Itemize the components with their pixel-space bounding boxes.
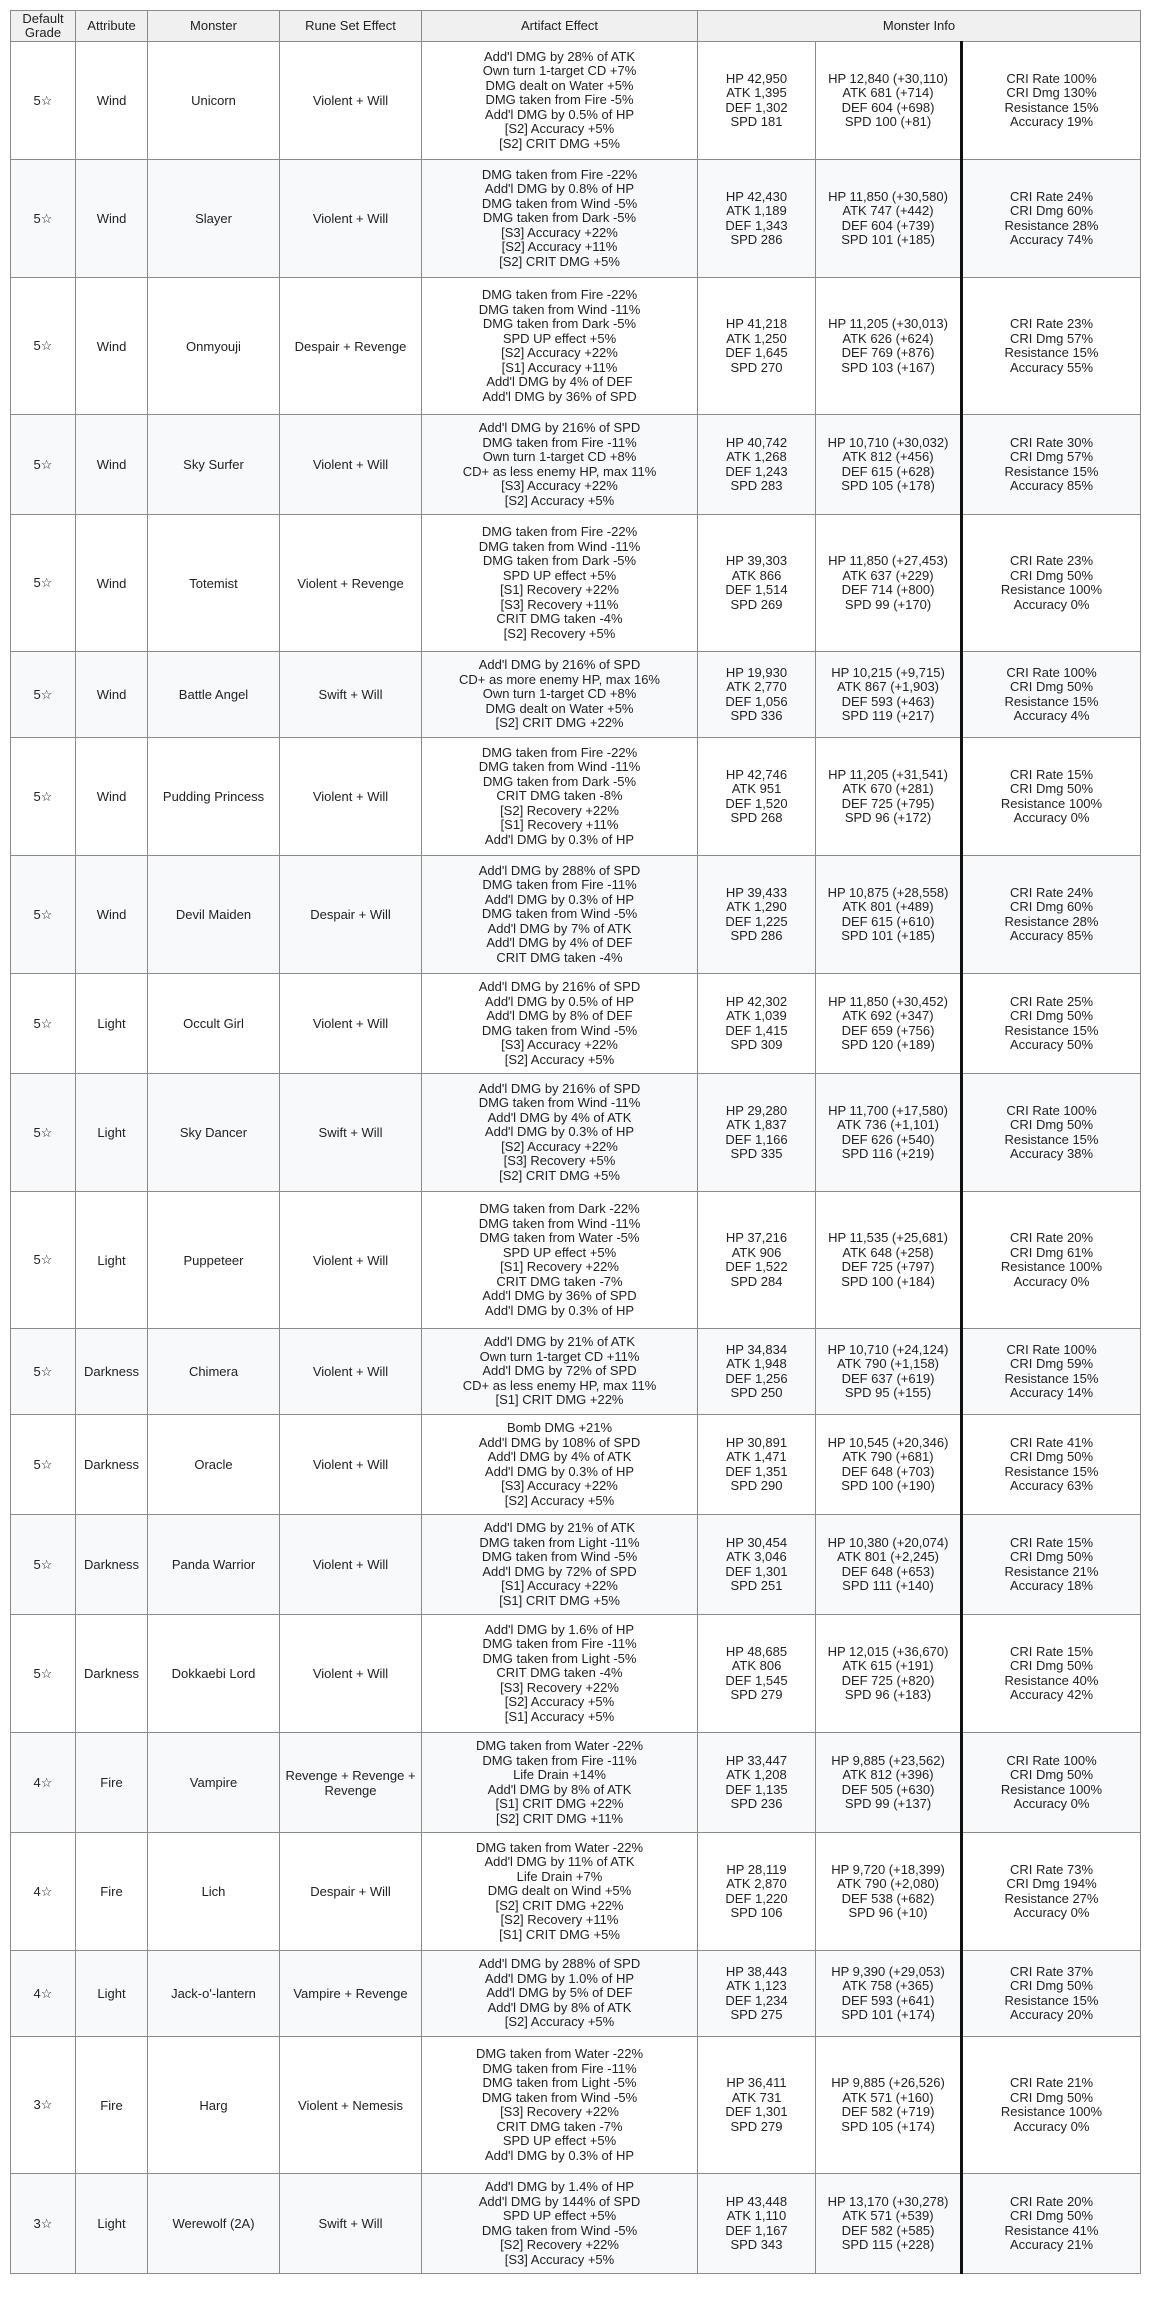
artifact-effect-cell: DMG taken from Water -22% DMG taken from Fire -11% Life Drain +14% Add'l DMG by 8% of ATK [S1] CRIT DMG +22% [S2] CRIT DMG +11% [422, 1733, 698, 1833]
monster-name-cell: Vampire [148, 1733, 280, 1833]
grade-cell: 5☆ [11, 738, 76, 856]
secondary-stats-cell: CRI Rate 73% CRI Dmg 194% Resistance 27% Accuracy 0% [962, 1833, 1141, 1951]
artifact-effect-cell: Add'l DMG by 21% of ATK DMG taken from Light -11% DMG taken from Wind -5% Add'l DMG by 72% of SPD [S1] Accuracy +22% [S1] CRIT DMG +5% [422, 1515, 698, 1615]
attribute-cell: Wind [76, 160, 148, 278]
secondary-stats-cell: CRI Rate 23% CRI Dmg 50% Resistance 100% Accuracy 0% [962, 515, 1141, 652]
rune-set-cell: Violent + Will [280, 160, 422, 278]
total-stats-cell: HP 43,448 ATK 1,110 DEF 1,167 SPD 343 [698, 2174, 816, 2274]
base-stats-cell: HP 11,205 (+31,541) ATK 670 (+281) DEF 725 (+795) SPD 96 (+172) [816, 738, 962, 856]
total-stats-cell: HP 29,280 ATK 1,837 DEF 1,166 SPD 335 [698, 1074, 816, 1192]
grade-cell: 5☆ [11, 1192, 76, 1329]
artifact-effect-cell: DMG taken from Water -22% DMG taken from Fire -11% DMG taken from Light -5% DMG taken from Wind -5% [S3] Recovery +22% CRIT DMG taken -7% SPD UP effect +5% Add'l DMG by 0.3% of HP [422, 2037, 698, 2174]
rune-set-cell: Violent + Will [280, 415, 422, 515]
artifact-effect-cell: Add'l DMG by 216% of SPD DMG taken from Wind -11% Add'l DMG by 4% of ATK Add'l DMG by 0.3% of HP [S2] Accuracy +22% [S3] Recovery +5% [S2] CRIT DMG +5% [422, 1074, 698, 1192]
monster-name-cell: Onmyouji [148, 278, 280, 415]
secondary-stats-cell: CRI Rate 25% CRI Dmg 50% Resistance 15% Accuracy 50% [962, 974, 1141, 1074]
monster-name-cell: Pudding Princess [148, 738, 280, 856]
rune-set-cell: Violent + Revenge [280, 515, 422, 652]
monster-name-cell: Slayer [148, 160, 280, 278]
grade-cell: 4☆ [11, 1833, 76, 1951]
grade-cell: 5☆ [11, 42, 76, 160]
artifact-effect-cell: Add'l DMG by 216% of SPD DMG taken from Fire -11% Own turn 1-target CD +8% CD+ as less enemy HP, max 11% [S3] Accuracy +22% [S2] Accuracy +5% [422, 415, 698, 515]
artifact-effect-cell: Add'l DMG by 21% of ATK Own turn 1-target CD +11% Add'l DMG by 72% of SPD CD+ as less enemy HP, max 11% [S1] CRIT DMG +22% [422, 1329, 698, 1415]
rune-set-cell: Violent + Will [280, 1192, 422, 1329]
grade-cell: 5☆ [11, 1615, 76, 1733]
monster-name-cell: Harg [148, 2037, 280, 2174]
artifact-effect-cell: DMG taken from Dark -22% DMG taken from Wind -11% DMG taken from Water -5% SPD UP effect +5% [S1] Recovery +22% CRIT DMG taken -7% Add'l DMG by 36% of SPD Add'l DMG by 0.3% of HP [422, 1192, 698, 1329]
table-row [11, 738, 1141, 856]
table-row [11, 42, 1141, 160]
attribute-cell: Wind [76, 856, 148, 974]
total-stats-cell: HP 48,685 ATK 806 DEF 1,545 SPD 279 [698, 1615, 816, 1733]
secondary-stats-cell: CRI Rate 20% CRI Dmg 50% Resistance 41% Accuracy 21% [962, 2174, 1141, 2274]
total-stats-cell: HP 28,119 ATK 2,870 DEF 1,220 SPD 106 [698, 1833, 816, 1951]
attribute-cell: Wind [76, 278, 148, 415]
monster-name-cell: Battle Angel [148, 652, 280, 738]
rune-set-cell: Despair + Revenge [280, 278, 422, 415]
base-stats-cell: HP 10,875 (+28,558) ATK 801 (+489) DEF 615 (+610) SPD 101 (+185) [816, 856, 962, 974]
attribute-cell: Fire [76, 1733, 148, 1833]
header-artifact-effect: Artifact Effect [422, 11, 698, 42]
table-row [11, 1833, 1141, 1951]
attribute-cell: Wind [76, 652, 148, 738]
table-row [11, 974, 1141, 1074]
artifact-effect-cell: Add'l DMG by 216% of SPD CD+ as more enemy HP, max 16% Own turn 1-target CD +8% DMG dealt on Water +5% [S2] CRIT DMG +22% [422, 652, 698, 738]
base-stats-cell: HP 9,885 (+23,562) ATK 812 (+396) DEF 505 (+630) SPD 99 (+137) [816, 1733, 962, 1833]
table-row [11, 1733, 1141, 1833]
grade-cell: 5☆ [11, 1415, 76, 1515]
base-stats-cell: HP 11,850 (+30,580) ATK 747 (+442) DEF 604 (+739) SPD 101 (+185) [816, 160, 962, 278]
rune-set-cell: Violent + Will [280, 974, 422, 1074]
base-stats-cell: HP 10,710 (+30,032) ATK 812 (+456) DEF 615 (+628) SPD 105 (+178) [816, 415, 962, 515]
artifact-effect-cell: DMG taken from Fire -22% DMG taken from Wind -11% DMG taken from Dark -5% SPD UP effect +5% [S2] Accuracy +22% [S1] Accuracy +11% Add'l DMG by 4% of DEF Add'l DMG by 36% of SPD [422, 278, 698, 415]
grade-cell: 4☆ [11, 1951, 76, 2037]
attribute-cell: Wind [76, 738, 148, 856]
table-row [11, 415, 1141, 515]
grade-cell: 5☆ [11, 1329, 76, 1415]
monster-name-cell: Devil Maiden [148, 856, 280, 974]
grade-cell: 5☆ [11, 515, 76, 652]
rune-set-cell: Despair + Will [280, 856, 422, 974]
table-row [11, 2174, 1141, 2274]
secondary-stats-cell: CRI Rate 100% CRI Dmg 59% Resistance 15% Accuracy 14% [962, 1329, 1141, 1415]
table-row [11, 1415, 1141, 1515]
total-stats-cell: HP 41,218 ATK 1,250 DEF 1,645 SPD 270 [698, 278, 816, 415]
header-default-grade: Default Grade [11, 11, 76, 42]
total-stats-cell: HP 42,950 ATK 1,395 DEF 1,302 SPD 181 [698, 42, 816, 160]
base-stats-cell: HP 13,170 (+30,278) ATK 571 (+539) DEF 582 (+585) SPD 115 (+228) [816, 2174, 962, 2274]
grade-cell: 5☆ [11, 278, 76, 415]
table-row [11, 515, 1141, 652]
secondary-stats-cell: CRI Rate 23% CRI Dmg 57% Resistance 15% Accuracy 55% [962, 278, 1141, 415]
total-stats-cell: HP 37,216 ATK 906 DEF 1,522 SPD 284 [698, 1192, 816, 1329]
base-stats-cell: HP 11,850 (+27,453) ATK 637 (+229) DEF 714 (+800) SPD 99 (+170) [816, 515, 962, 652]
header-monster: Monster [148, 11, 280, 42]
base-stats-cell: HP 10,380 (+20,074) ATK 801 (+2,245) DEF 648 (+653) SPD 111 (+140) [816, 1515, 962, 1615]
monster-name-cell: Sky Surfer [148, 415, 280, 515]
table-row [11, 1074, 1141, 1192]
total-stats-cell: HP 42,430 ATK 1,189 DEF 1,343 SPD 286 [698, 160, 816, 278]
secondary-stats-cell: CRI Rate 24% CRI Dmg 60% Resistance 28% Accuracy 85% [962, 856, 1141, 974]
monster-name-cell: Chimera [148, 1329, 280, 1415]
table-row [11, 160, 1141, 278]
grade-cell: 5☆ [11, 160, 76, 278]
artifact-effect-cell: Add'l DMG by 216% of SPD Add'l DMG by 0.5% of HP Add'l DMG by 8% of DEF DMG taken from Wind -5% [S3] Accuracy +22% [S2] Accuracy +5% [422, 974, 698, 1074]
table-row [11, 1192, 1141, 1329]
table-row [11, 652, 1141, 738]
monster-name-cell: Lich [148, 1833, 280, 1951]
total-stats-cell: HP 39,433 ATK 1,290 DEF 1,225 SPD 286 [698, 856, 816, 974]
attribute-cell: Light [76, 974, 148, 1074]
grade-cell: 3☆ [11, 2037, 76, 2174]
base-stats-cell: HP 10,215 (+9,715) ATK 867 (+1,903) DEF 593 (+463) SPD 119 (+217) [816, 652, 962, 738]
rune-set-cell: Violent + Will [280, 42, 422, 160]
attribute-cell: Fire [76, 1833, 148, 1951]
artifact-effect-cell: DMG taken from Fire -22% DMG taken from Wind -11% DMG taken from Dark -5% CRIT DMG taken -8% [S2] Recovery +22% [S1] Recovery +11% Add'l DMG by 0.3% of HP [422, 738, 698, 856]
grade-cell: 5☆ [11, 415, 76, 515]
monster-build-table [10, 10, 1141, 2274]
monster-name-cell: Sky Dancer [148, 1074, 280, 1192]
grade-cell: 5☆ [11, 856, 76, 974]
rune-set-cell: Swift + Will [280, 1074, 422, 1192]
rune-set-cell: Violent + Will [280, 1329, 422, 1415]
artifact-effect-cell: Add'l DMG by 28% of ATK Own turn 1-target CD +7% DMG dealt on Water +5% DMG taken from Fire -5% Add'l DMG by 0.5% of HP [S2] Accuracy +5% [S2] CRIT DMG +5% [422, 42, 698, 160]
secondary-stats-cell: CRI Rate 21% CRI Dmg 50% Resistance 100% Accuracy 0% [962, 2037, 1141, 2174]
artifact-effect-cell: Bomb DMG +21% Add'l DMG by 108% of SPD Add'l DMG by 4% of ATK Add'l DMG by 0.3% of HP [S3] Accuracy +22% [S2] Accuracy +5% [422, 1415, 698, 1515]
total-stats-cell: HP 36,411 ATK 731 DEF 1,301 SPD 279 [698, 2037, 816, 2174]
monster-name-cell: Occult Girl [148, 974, 280, 1074]
secondary-stats-cell: CRI Rate 37% CRI Dmg 50% Resistance 15% Accuracy 20% [962, 1951, 1141, 2037]
rune-set-cell: Violent + Will [280, 738, 422, 856]
table-row [11, 1951, 1141, 2037]
attribute-cell: Darkness [76, 1615, 148, 1733]
artifact-effect-cell: Add'l DMG by 288% of SPD Add'l DMG by 1.0% of HP Add'l DMG by 5% of DEF Add'l DMG by 8% of ATK [S2] Accuracy +5% [422, 1951, 698, 2037]
artifact-effect-cell: DMG taken from Water -22% Add'l DMG by 11% of ATK Life Drain +7% DMG dealt on Wind +5% [S2] CRIT DMG +22% [S2] Recovery +11% [S1] CRIT DMG +5% [422, 1833, 698, 1951]
rune-set-cell: Violent + Will [280, 1415, 422, 1515]
total-stats-cell: HP 38,443 ATK 1,123 DEF 1,234 SPD 275 [698, 1951, 816, 2037]
total-stats-cell: HP 33,447 ATK 1,208 DEF 1,135 SPD 236 [698, 1733, 816, 1833]
total-stats-cell: HP 39,303 ATK 866 DEF 1,514 SPD 269 [698, 515, 816, 652]
attribute-cell: Wind [76, 515, 148, 652]
rune-set-cell: Despair + Will [280, 1833, 422, 1951]
monster-name-cell: Unicorn [148, 42, 280, 160]
monster-name-cell: Totemist [148, 515, 280, 652]
header-monster-info: Monster Info [698, 11, 1141, 42]
rune-set-cell: Revenge + Revenge + Revenge [280, 1733, 422, 1833]
table-row [11, 1515, 1141, 1615]
grade-cell: 5☆ [11, 1074, 76, 1192]
attribute-cell: Light [76, 1074, 148, 1192]
rune-set-cell: Violent + Will [280, 1515, 422, 1615]
attribute-cell: Light [76, 2174, 148, 2274]
grade-cell: 4☆ [11, 1733, 76, 1833]
secondary-stats-cell: CRI Rate 100% CRI Dmg 50% Resistance 15% Accuracy 38% [962, 1074, 1141, 1192]
secondary-stats-cell: CRI Rate 41% CRI Dmg 50% Resistance 15% Accuracy 63% [962, 1415, 1141, 1515]
header-attribute: Attribute [76, 11, 148, 42]
base-stats-cell: HP 9,720 (+18,399) ATK 790 (+2,080) DEF 538 (+682) SPD 96 (+10) [816, 1833, 962, 1951]
base-stats-cell: HP 9,885 (+26,526) ATK 571 (+160) DEF 582 (+719) SPD 105 (+174) [816, 2037, 962, 2174]
secondary-stats-cell: CRI Rate 20% CRI Dmg 61% Resistance 100% Accuracy 0% [962, 1192, 1141, 1329]
total-stats-cell: HP 42,746 ATK 951 DEF 1,520 SPD 268 [698, 738, 816, 856]
monster-name-cell: Panda Warrior [148, 1515, 280, 1615]
base-stats-cell: HP 9,390 (+29,053) ATK 758 (+365) DEF 593 (+641) SPD 101 (+174) [816, 1951, 962, 2037]
artifact-effect-cell: DMG taken from Fire -22% Add'l DMG by 0.8% of HP DMG taken from Wind -5% DMG taken from Dark -5% [S3] Accuracy +22% [S2] Accuracy +11% [S2] CRIT DMG +5% [422, 160, 698, 278]
base-stats-cell: HP 11,205 (+30,013) ATK 626 (+624) DEF 769 (+876) SPD 103 (+167) [816, 278, 962, 415]
rune-set-cell: Violent + Will [280, 1615, 422, 1733]
base-stats-cell: HP 12,840 (+30,110) ATK 681 (+714) DEF 604 (+698) SPD 100 (+81) [816, 42, 962, 160]
artifact-effect-cell: Add'l DMG by 1.6% of HP DMG taken from Fire -11% DMG taken from Light -5% CRIT DMG taken -4% [S3] Recovery +22% [S2] Accuracy +5% [S1] Accuracy +5% [422, 1615, 698, 1733]
grade-cell: 3☆ [11, 2174, 76, 2274]
total-stats-cell: HP 40,742 ATK 1,268 DEF 1,243 SPD 283 [698, 415, 816, 515]
base-stats-cell: HP 12,015 (+36,670) ATK 615 (+191) DEF 725 (+820) SPD 96 (+183) [816, 1615, 962, 1733]
rune-set-cell: Swift + Will [280, 2174, 422, 2274]
attribute-cell: Darkness [76, 1329, 148, 1415]
secondary-stats-cell: CRI Rate 30% CRI Dmg 57% Resistance 15% Accuracy 85% [962, 415, 1141, 515]
grade-cell: 5☆ [11, 974, 76, 1074]
attribute-cell: Fire [76, 2037, 148, 2174]
secondary-stats-cell: CRI Rate 15% CRI Dmg 50% Resistance 100% Accuracy 0% [962, 738, 1141, 856]
table-row [11, 2037, 1141, 2174]
total-stats-cell: HP 30,454 ATK 3,046 DEF 1,301 SPD 251 [698, 1515, 816, 1615]
table-row [11, 278, 1141, 415]
secondary-stats-cell: CRI Rate 100% CRI Dmg 50% Resistance 15% Accuracy 4% [962, 652, 1141, 738]
attribute-cell: Wind [76, 415, 148, 515]
artifact-effect-cell: Add'l DMG by 1.4% of HP Add'l DMG by 144% of SPD SPD UP effect +5% DMG taken from Wind -5% [S2] Recovery +22% [S3] Accuracy +5% [422, 2174, 698, 2274]
header-row [11, 11, 1141, 42]
rune-set-cell: Swift + Will [280, 652, 422, 738]
rune-set-cell: Violent + Nemesis [280, 2037, 422, 2174]
rune-set-cell: Vampire + Revenge [280, 1951, 422, 2037]
secondary-stats-cell: CRI Rate 15% CRI Dmg 50% Resistance 40% Accuracy 42% [962, 1615, 1141, 1733]
total-stats-cell: HP 19,930 ATK 2,770 DEF 1,056 SPD 336 [698, 652, 816, 738]
table-row [11, 1615, 1141, 1733]
secondary-stats-cell: CRI Rate 24% CRI Dmg 60% Resistance 28% Accuracy 74% [962, 160, 1141, 278]
attribute-cell: Light [76, 1951, 148, 2037]
attribute-cell: Darkness [76, 1415, 148, 1515]
attribute-cell: Darkness [76, 1515, 148, 1615]
base-stats-cell: HP 10,710 (+24,124) ATK 790 (+1,158) DEF 637 (+619) SPD 95 (+155) [816, 1329, 962, 1415]
total-stats-cell: HP 42,302 ATK 1,039 DEF 1,415 SPD 309 [698, 974, 816, 1074]
monster-name-cell: Puppeteer [148, 1192, 280, 1329]
table-row [11, 1329, 1141, 1415]
secondary-stats-cell: CRI Rate 100% CRI Dmg 50% Resistance 100% Accuracy 0% [962, 1733, 1141, 1833]
grade-cell: 5☆ [11, 1515, 76, 1615]
header-rune-set-effect: Rune Set Effect [280, 11, 422, 42]
attribute-cell: Wind [76, 42, 148, 160]
monster-name-cell: Oracle [148, 1415, 280, 1515]
base-stats-cell: HP 10,545 (+20,346) ATK 790 (+681) DEF 648 (+703) SPD 100 (+190) [816, 1415, 962, 1515]
monster-name-cell: Jack-o'-lantern [148, 1951, 280, 2037]
monster-name-cell: Werewolf (2A) [148, 2174, 280, 2274]
monster-name-cell: Dokkaebi Lord [148, 1615, 280, 1733]
table-row [11, 856, 1141, 974]
artifact-effect-cell: Add'l DMG by 288% of SPD DMG taken from Fire -11% Add'l DMG by 0.3% of HP DMG taken from Wind -5% Add'l DMG by 7% of ATK Add'l DMG by 4% of DEF CRIT DMG taken -4% [422, 856, 698, 974]
base-stats-cell: HP 11,535 (+25,681) ATK 648 (+258) DEF 725 (+797) SPD 100 (+184) [816, 1192, 962, 1329]
base-stats-cell: HP 11,850 (+30,452) ATK 692 (+347) DEF 659 (+756) SPD 120 (+189) [816, 974, 962, 1074]
grade-cell: 5☆ [11, 652, 76, 738]
attribute-cell: Light [76, 1192, 148, 1329]
secondary-stats-cell: CRI Rate 15% CRI Dmg 50% Resistance 21% Accuracy 18% [962, 1515, 1141, 1615]
secondary-stats-cell: CRI Rate 100% CRI Dmg 130% Resistance 15% Accuracy 19% [962, 42, 1141, 160]
base-stats-cell: HP 11,700 (+17,580) ATK 736 (+1,101) DEF 626 (+540) SPD 116 (+219) [816, 1074, 962, 1192]
artifact-effect-cell: DMG taken from Fire -22% DMG taken from Wind -11% DMG taken from Dark -5% SPD UP effect +5% [S1] Recovery +22% [S3] Recovery +11% CRIT DMG taken -4% [S2] Recovery +5% [422, 515, 698, 652]
total-stats-cell: HP 30,891 ATK 1,471 DEF 1,351 SPD 290 [698, 1415, 816, 1515]
total-stats-cell: HP 34,834 ATK 1,948 DEF 1,256 SPD 250 [698, 1329, 816, 1415]
